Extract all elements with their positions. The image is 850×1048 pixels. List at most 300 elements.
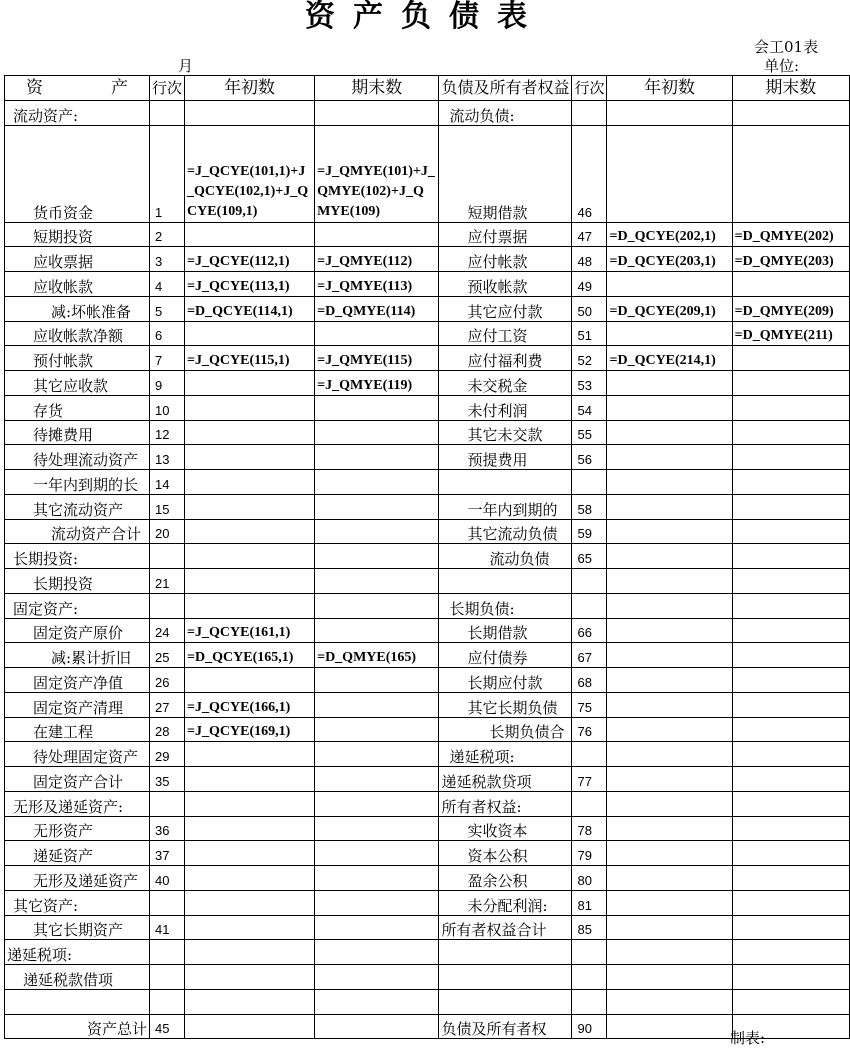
asset-name-cell: 减:累计折旧 <box>5 643 150 668</box>
table-row <box>5 346 850 371</box>
asset-line-no-cell: 21 <box>150 569 185 594</box>
liability-closing-cell <box>732 272 849 297</box>
asset-line-no-cell: 27 <box>150 692 185 717</box>
asset-opening-cell <box>185 668 315 693</box>
asset-closing-cell <box>315 544 439 569</box>
table-row <box>5 791 850 816</box>
asset-opening-cell <box>185 742 315 767</box>
liability-closing-cell <box>732 940 849 965</box>
liability-opening-cell <box>607 494 732 519</box>
liability-line-no-cell: 50 <box>572 296 607 321</box>
liability-name-cell <box>439 569 572 594</box>
liability-opening-cell <box>607 742 732 767</box>
liability-line-no-cell <box>572 940 607 965</box>
liability-opening-cell: =D_QCYE(203,1) <box>607 247 732 272</box>
liability-closing-cell <box>732 519 849 544</box>
liability-line-no-cell: 77 <box>572 767 607 792</box>
asset-opening-cell: =J_QCYE(161,1) <box>185 618 315 643</box>
liability-name-cell: 应付福利费 <box>439 346 572 371</box>
table-row <box>5 222 850 247</box>
table-row <box>5 569 850 594</box>
liability-name-cell: 递延税项: <box>439 742 572 767</box>
asset-line-no-cell: 14 <box>150 470 185 495</box>
header-line-no: 行次 <box>572 76 607 101</box>
liability-line-no-cell: 47 <box>572 222 607 247</box>
asset-closing-cell <box>315 890 439 915</box>
liability-name-cell: 预提费用 <box>439 445 572 470</box>
asset-line-no-cell: 25 <box>150 643 185 668</box>
liability-line-no-cell <box>572 742 607 767</box>
asset-closing-cell <box>315 569 439 594</box>
liability-name-cell: 短期借款 <box>439 125 572 222</box>
liability-name-cell: 其它应付款 <box>439 296 572 321</box>
table-row <box>5 494 850 519</box>
asset-closing-cell <box>315 866 439 891</box>
asset-closing-cell: =D_QMYE(165) <box>315 643 439 668</box>
asset-closing-cell: =J_QMYE(115) <box>315 346 439 371</box>
liability-name-cell: 未付利润 <box>439 395 572 420</box>
liability-closing-cell <box>732 965 849 990</box>
asset-name-cell: 应收帐款 <box>5 272 150 297</box>
liability-closing-cell <box>732 569 849 594</box>
liability-opening-cell <box>607 593 732 618</box>
asset-name-cell: 存货 <box>5 395 150 420</box>
asset-name-cell: 固定资产合计 <box>5 767 150 792</box>
asset-line-no-cell: 45 <box>150 1014 185 1039</box>
liability-name-cell: 长期负债: <box>439 593 572 618</box>
liability-opening-cell <box>607 643 732 668</box>
liability-line-no-cell <box>572 470 607 495</box>
asset-closing-cell <box>315 965 439 990</box>
liability-opening-cell <box>607 989 732 1014</box>
asset-opening-cell <box>185 445 315 470</box>
table-row <box>5 668 850 693</box>
liability-name-cell <box>439 989 572 1014</box>
liability-closing-cell <box>732 767 849 792</box>
asset-line-no-cell <box>150 791 185 816</box>
table-row <box>5 692 850 717</box>
liability-line-no-cell: 52 <box>572 346 607 371</box>
liability-name-cell: 其它长期负债 <box>439 692 572 717</box>
liability-closing-cell: =D_QMYE(211) <box>732 321 849 346</box>
liability-closing-cell <box>732 890 849 915</box>
asset-closing-cell <box>315 420 439 445</box>
liability-closing-cell <box>732 791 849 816</box>
asset-opening-cell <box>185 494 315 519</box>
liability-name-cell: 所有者权益: <box>439 791 572 816</box>
liability-name-cell: 一年内到期的 <box>439 494 572 519</box>
header-line-no: 行次 <box>150 76 185 101</box>
asset-line-no-cell: 26 <box>150 668 185 693</box>
table-row <box>5 866 850 891</box>
asset-opening-cell <box>185 470 315 495</box>
liability-closing-cell <box>732 841 849 866</box>
table-row <box>5 272 850 297</box>
table-row <box>5 544 850 569</box>
asset-name-cell: 递延资产 <box>5 841 150 866</box>
asset-line-no-cell: 3 <box>150 247 185 272</box>
form-code: 会工01表 <box>754 38 819 56</box>
liability-opening-cell: =D_QCYE(214,1) <box>607 346 732 371</box>
asset-opening-cell <box>185 519 315 544</box>
table-row <box>5 618 850 643</box>
asset-closing-cell <box>315 470 439 495</box>
liability-line-no-cell: 53 <box>572 371 607 396</box>
asset-opening-cell <box>185 593 315 618</box>
liability-line-no-cell: 66 <box>572 618 607 643</box>
liability-closing-cell <box>732 742 849 767</box>
header-liabilities-equity: 负债及所有者权益 <box>439 76 572 101</box>
liability-line-no-cell: 85 <box>572 915 607 940</box>
asset-line-no-cell: 29 <box>150 742 185 767</box>
liability-line-no-cell: 67 <box>572 643 607 668</box>
liability-opening-cell: =D_QCYE(209,1) <box>607 296 732 321</box>
asset-opening-cell: =J_QCYE(166,1) <box>185 692 315 717</box>
asset-opening-cell <box>185 791 315 816</box>
asset-closing-cell <box>315 618 439 643</box>
liability-line-no-cell: 58 <box>572 494 607 519</box>
liability-line-no-cell: 79 <box>572 841 607 866</box>
table-row <box>5 841 850 866</box>
asset-name-cell: 减:坏帐准备 <box>5 296 150 321</box>
liability-closing-cell <box>732 866 849 891</box>
liability-closing-cell <box>732 915 849 940</box>
asset-opening-cell <box>185 890 315 915</box>
liability-closing-cell <box>732 816 849 841</box>
asset-line-no-cell: 9 <box>150 371 185 396</box>
asset-closing-cell: =D_QMYE(114) <box>315 296 439 321</box>
asset-name-cell: 递延税项: <box>5 940 150 965</box>
table-row <box>5 100 850 125</box>
asset-line-no-cell: 24 <box>150 618 185 643</box>
asset-opening-cell <box>185 420 315 445</box>
liability-closing-cell <box>732 395 849 420</box>
asset-opening-cell: =J_QCYE(101,1)+J_QCYE(102,1)+J_QCYE(109,1) <box>185 125 315 222</box>
table-row <box>5 767 850 792</box>
asset-opening-cell: =J_QCYE(169,1) <box>185 717 315 742</box>
liability-closing-cell <box>732 692 849 717</box>
liability-opening-cell <box>607 816 732 841</box>
asset-line-no-cell: 5 <box>150 296 185 321</box>
table-row <box>5 965 850 990</box>
asset-closing-cell: =J_QMYE(119) <box>315 371 439 396</box>
asset-closing-cell <box>315 717 439 742</box>
liability-line-no-cell <box>572 791 607 816</box>
asset-name-cell: 流动资产: <box>5 100 150 125</box>
asset-line-no-cell: 10 <box>150 395 185 420</box>
table-row <box>5 296 850 321</box>
asset-opening-cell <box>185 767 315 792</box>
liability-name-cell: 所有者权益合计 <box>439 915 572 940</box>
liability-line-no-cell: 51 <box>572 321 607 346</box>
liability-name-cell: 其它流动负债 <box>439 519 572 544</box>
asset-line-no-cell <box>150 890 185 915</box>
liability-opening-cell <box>607 1014 732 1039</box>
asset-line-no-cell: 35 <box>150 767 185 792</box>
liability-line-no-cell: 90 <box>572 1014 607 1039</box>
asset-name-cell: 固定资产清理 <box>5 692 150 717</box>
liability-closing-cell <box>732 668 849 693</box>
header-opening-balance: 年初数 <box>607 76 732 101</box>
liability-closing-cell <box>732 100 849 125</box>
liability-line-no-cell: 65 <box>572 544 607 569</box>
liability-name-cell: 流动负债: <box>439 100 572 125</box>
report-title: 资产负债表 <box>305 0 545 34</box>
liability-name-cell: 长期借款 <box>439 618 572 643</box>
asset-opening-cell: =D_QCYE(114,1) <box>185 296 315 321</box>
liability-name-cell: 负债及所有者权 <box>439 1014 572 1039</box>
liability-line-no-cell <box>572 569 607 594</box>
asset-closing-cell <box>315 519 439 544</box>
asset-closing-cell <box>315 1014 439 1039</box>
asset-line-no-cell <box>150 593 185 618</box>
asset-opening-cell: =D_QCYE(165,1) <box>185 643 315 668</box>
asset-name-cell: 短期投资 <box>5 222 150 247</box>
liability-name-cell: 流动负债 <box>439 544 572 569</box>
header-closing-balance: 期末数 <box>732 76 849 101</box>
asset-name-cell: 待处理固定资产 <box>5 742 150 767</box>
table-row <box>5 1014 850 1039</box>
header-closing-balance: 期末数 <box>315 76 439 101</box>
liability-name-cell: 其它未交款 <box>439 420 572 445</box>
liability-opening-cell <box>607 569 732 594</box>
asset-name-cell: 一年内到期的长 <box>5 470 150 495</box>
asset-closing-cell <box>315 841 439 866</box>
table-row <box>5 643 850 668</box>
table-row <box>5 915 850 940</box>
month-label: 月 <box>178 57 194 75</box>
asset-name-cell: 固定资产: <box>5 593 150 618</box>
asset-opening-cell: =J_QCYE(112,1) <box>185 247 315 272</box>
asset-opening-cell <box>185 841 315 866</box>
asset-closing-cell <box>315 940 439 965</box>
asset-name-cell: 无形及递延资产 <box>5 866 150 891</box>
asset-name-cell: 待处理流动资产 <box>5 445 150 470</box>
asset-closing-cell <box>315 989 439 1014</box>
asset-name-cell: 其它资产: <box>5 890 150 915</box>
liability-opening-cell <box>607 371 732 396</box>
liability-name-cell: 实收资本 <box>439 816 572 841</box>
liability-line-no-cell: 48 <box>572 247 607 272</box>
liability-line-no-cell <box>572 965 607 990</box>
liability-opening-cell <box>607 125 732 222</box>
liability-line-no-cell: 78 <box>572 816 607 841</box>
asset-closing-cell <box>315 494 439 519</box>
asset-closing-cell <box>315 767 439 792</box>
header-row <box>5 76 850 101</box>
asset-line-no-cell <box>150 100 185 125</box>
preparer-label: 制表: <box>730 1029 766 1047</box>
asset-closing-cell <box>315 445 439 470</box>
liability-opening-cell <box>607 100 732 125</box>
asset-line-no-cell <box>150 940 185 965</box>
liability-name-cell: 应付票据 <box>439 222 572 247</box>
liability-line-no-cell: 59 <box>572 519 607 544</box>
liability-name-cell <box>439 940 572 965</box>
liability-line-no-cell: 46 <box>572 125 607 222</box>
asset-opening-cell <box>185 395 315 420</box>
liability-opening-cell <box>607 668 732 693</box>
liability-line-no-cell: 76 <box>572 717 607 742</box>
liability-opening-cell <box>607 618 732 643</box>
asset-name-cell <box>5 989 150 1014</box>
asset-line-no-cell: 40 <box>150 866 185 891</box>
unit-label: 单位: <box>764 57 800 75</box>
asset-name-cell: 预付帐款 <box>5 346 150 371</box>
asset-name-cell: 资产总计 <box>5 1014 150 1039</box>
asset-line-no-cell: 4 <box>150 272 185 297</box>
table-row <box>5 371 850 396</box>
liability-name-cell: 未分配利润: <box>439 890 572 915</box>
liability-closing-cell <box>732 544 849 569</box>
asset-line-no-cell: 20 <box>150 519 185 544</box>
liability-opening-cell <box>607 470 732 495</box>
table-row <box>5 395 850 420</box>
asset-line-no-cell: 36 <box>150 816 185 841</box>
asset-name-cell: 流动资产合计 <box>5 519 150 544</box>
liability-opening-cell <box>607 890 732 915</box>
liability-opening-cell <box>607 841 732 866</box>
asset-line-no-cell: 1 <box>150 125 185 222</box>
liability-closing-cell: =D_QMYE(202) <box>732 222 849 247</box>
asset-name-cell: 递延税款借项 <box>5 965 150 990</box>
asset-opening-cell <box>185 100 315 125</box>
asset-closing-cell: =J_QMYE(113) <box>315 272 439 297</box>
asset-closing-cell <box>315 692 439 717</box>
asset-line-no-cell: 15 <box>150 494 185 519</box>
table-row <box>5 247 850 272</box>
asset-opening-cell <box>185 816 315 841</box>
asset-closing-cell <box>315 791 439 816</box>
table-row <box>5 742 850 767</box>
asset-name-cell: 其它流动资产 <box>5 494 150 519</box>
liability-name-cell: 未交税金 <box>439 371 572 396</box>
table-row <box>5 940 850 965</box>
liability-line-no-cell: 54 <box>572 395 607 420</box>
table-row <box>5 890 850 915</box>
liability-opening-cell <box>607 767 732 792</box>
asset-line-no-cell: 6 <box>150 321 185 346</box>
table-row <box>5 816 850 841</box>
asset-name-cell: 应收票据 <box>5 247 150 272</box>
balance-sheet-table <box>4 75 850 1039</box>
liability-name-cell: 应付帐款 <box>439 247 572 272</box>
asset-opening-cell <box>185 321 315 346</box>
asset-name-cell: 固定资产原价 <box>5 618 150 643</box>
asset-opening-cell <box>185 569 315 594</box>
asset-line-no-cell <box>150 544 185 569</box>
liability-closing-cell <box>732 470 849 495</box>
liability-line-no-cell: 68 <box>572 668 607 693</box>
liability-name-cell: 长期负债合 <box>439 717 572 742</box>
asset-opening-cell <box>185 866 315 891</box>
table-row <box>5 519 850 544</box>
liability-opening-cell <box>607 519 732 544</box>
asset-name-cell: 其它长期资产 <box>5 915 150 940</box>
asset-closing-cell <box>315 593 439 618</box>
asset-line-no-cell <box>150 989 185 1014</box>
liability-line-no-cell: 75 <box>572 692 607 717</box>
liability-line-no-cell: 80 <box>572 866 607 891</box>
liability-line-no-cell: 55 <box>572 420 607 445</box>
asset-name-cell: 无形资产 <box>5 816 150 841</box>
asset-closing-cell <box>315 915 439 940</box>
liability-line-no-cell <box>572 100 607 125</box>
liability-name-cell: 资本公积 <box>439 841 572 866</box>
asset-line-no-cell: 13 <box>150 445 185 470</box>
liability-closing-cell <box>732 371 849 396</box>
liability-name-cell: 递延税款贷项 <box>439 767 572 792</box>
liability-opening-cell <box>607 272 732 297</box>
table-row <box>5 717 850 742</box>
asset-closing-cell: =J_QMYE(101)+J_QMYE(102)+J_QMYE(109) <box>315 125 439 222</box>
liability-name-cell <box>439 470 572 495</box>
liability-closing-cell <box>732 593 849 618</box>
asset-line-no-cell: 28 <box>150 717 185 742</box>
table-row <box>5 470 850 495</box>
liability-closing-cell <box>732 445 849 470</box>
asset-closing-cell <box>315 395 439 420</box>
asset-name-cell: 应收帐款净额 <box>5 321 150 346</box>
asset-line-no-cell <box>150 965 185 990</box>
liability-name-cell: 应付债券 <box>439 643 572 668</box>
asset-name-cell: 长期投资: <box>5 544 150 569</box>
asset-opening-cell <box>185 915 315 940</box>
liability-opening-cell <box>607 321 732 346</box>
asset-closing-cell <box>315 668 439 693</box>
asset-closing-cell: =J_QMYE(112) <box>315 247 439 272</box>
liability-closing-cell: =D_QMYE(203) <box>732 247 849 272</box>
asset-opening-cell: =J_QCYE(115,1) <box>185 346 315 371</box>
table-row <box>5 321 850 346</box>
asset-opening-cell <box>185 1014 315 1039</box>
liability-closing-cell <box>732 346 849 371</box>
liability-line-no-cell: 56 <box>572 445 607 470</box>
liability-name-cell: 预收帐款 <box>439 272 572 297</box>
asset-opening-cell <box>185 940 315 965</box>
asset-name-cell: 其它应收款 <box>5 371 150 396</box>
header-assets: 资 产 <box>5 76 150 101</box>
liability-closing-cell: =D_QMYE(209) <box>732 296 849 321</box>
liability-line-no-cell: 81 <box>572 890 607 915</box>
liability-opening-cell <box>607 395 732 420</box>
asset-name-cell: 固定资产净值 <box>5 668 150 693</box>
asset-name-cell: 长期投资 <box>5 569 150 594</box>
liability-closing-cell <box>732 420 849 445</box>
asset-opening-cell <box>185 989 315 1014</box>
asset-opening-cell: =J_QCYE(113,1) <box>185 272 315 297</box>
liability-name-cell: 盈余公积 <box>439 866 572 891</box>
liability-closing-cell <box>732 618 849 643</box>
liability-opening-cell <box>607 940 732 965</box>
liability-opening-cell <box>607 717 732 742</box>
asset-line-no-cell: 41 <box>150 915 185 940</box>
asset-line-no-cell: 2 <box>150 222 185 247</box>
liability-closing-cell <box>732 125 849 222</box>
liability-closing-cell <box>732 989 849 1014</box>
liability-opening-cell <box>607 544 732 569</box>
asset-line-no-cell: 12 <box>150 420 185 445</box>
asset-name-cell: 待摊费用 <box>5 420 150 445</box>
asset-name-cell: 在建工程 <box>5 717 150 742</box>
asset-name-cell: 货币资金 <box>5 125 150 222</box>
liability-line-no-cell <box>572 989 607 1014</box>
liability-opening-cell <box>607 445 732 470</box>
liability-name-cell: 应付工资 <box>439 321 572 346</box>
liability-opening-cell <box>607 965 732 990</box>
liability-line-no-cell: 49 <box>572 272 607 297</box>
liability-opening-cell <box>607 915 732 940</box>
